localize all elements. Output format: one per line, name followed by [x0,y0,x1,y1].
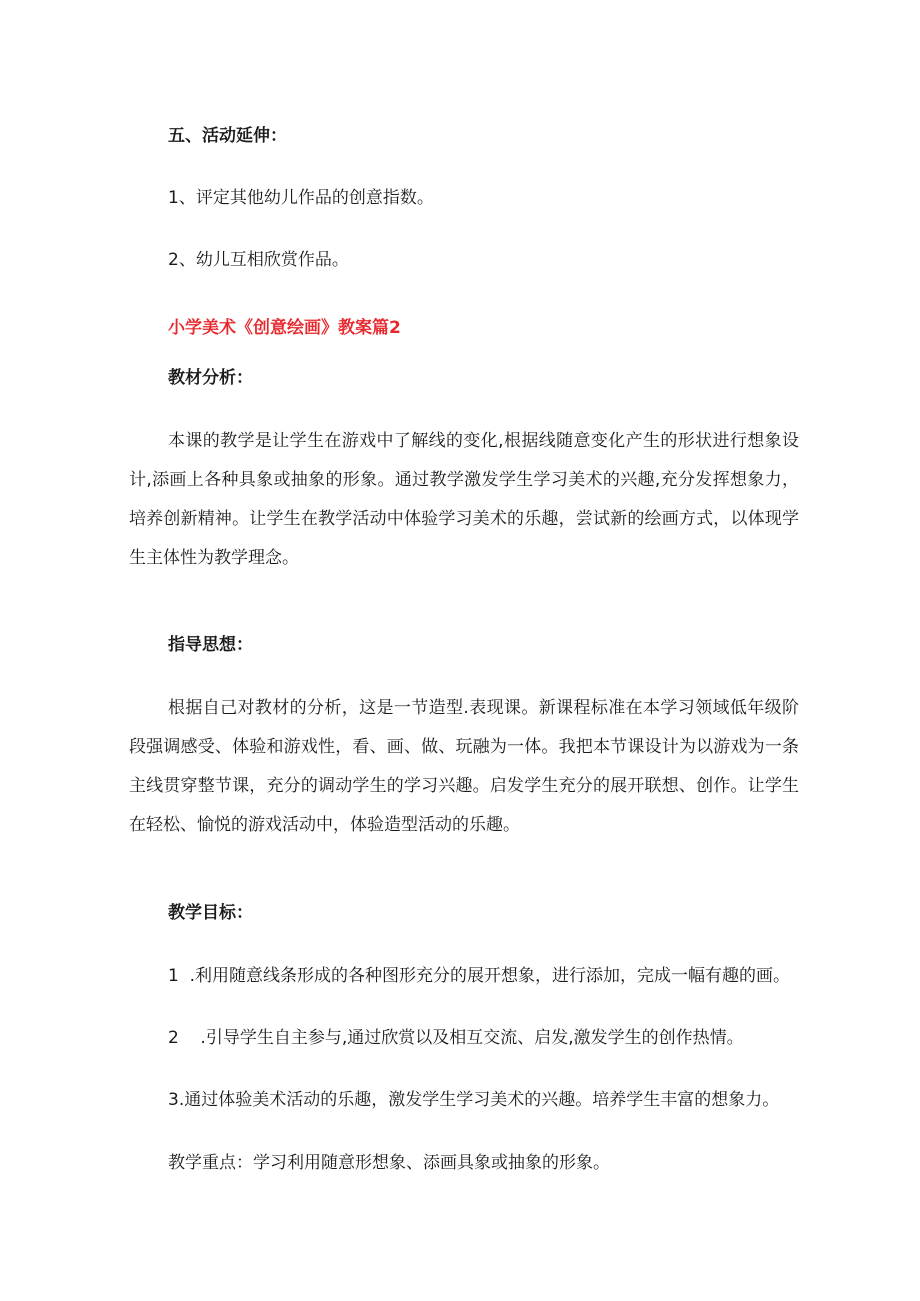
lesson2-title: 小学美术《创意绘画》教案篇2 [168,318,401,338]
goals-heading: 教学目标： [168,903,253,923]
section5-item-2: 2、幼儿互相欣赏作品。 [168,250,349,270]
section5-heading: 五、活动延伸： [168,126,287,146]
key-point: 教学重点：学习利用随意形想象、添画具象或抽象的形象。 [168,1153,610,1173]
goal-item-1: 1 .利用随意线条形成的各种图形充分的展开想象，进行添加，完成一幅有趣的画。 [168,966,791,986]
guide-heading: 指导思想： [168,635,253,655]
material-paragraph: 本课的教学是让学生在游戏中了解线的变化,根据线随意变化产生的形状进行想象设计,添画上各种具象或抽象的形象。通过教学激发学生学习美术的兴趣,充分发挥想象力，培养创新精神。让学生在教学活动中体验学习美术的乐趣，尝试新的绘画方式，以体现学生主体性为教学理念。 [129,431,799,568]
goal-item-2: 2 .引导学生自主参与,通过欣赏以及相互交流、启发,激发学生的创作热情。 [168,1028,744,1048]
goal-item-3: 3.通过体验美术活动的乐趣，激发学生学习美术的兴趣。培养学生丰富的想象力。 [168,1090,780,1110]
section5-item-1: 1、评定其他幼儿作品的创意指数。 [168,188,434,208]
material-heading: 教材分析： [168,368,253,388]
guide-paragraph: 根据自己对教材的分析，这是一节造型.表现课。新课程标准在本学习领域低年级阶段强调感受、体验和游戏性，看、画、做、玩融为一体。我把本节课设计为以游戏为一条主线贯穿整节课，充分的调动学生的学习兴趣。启发学生充分的展开联想、创作。让学生在轻松、愉悦的游戏活动中，体验造型活动的乐趣。 [129,698,799,835]
